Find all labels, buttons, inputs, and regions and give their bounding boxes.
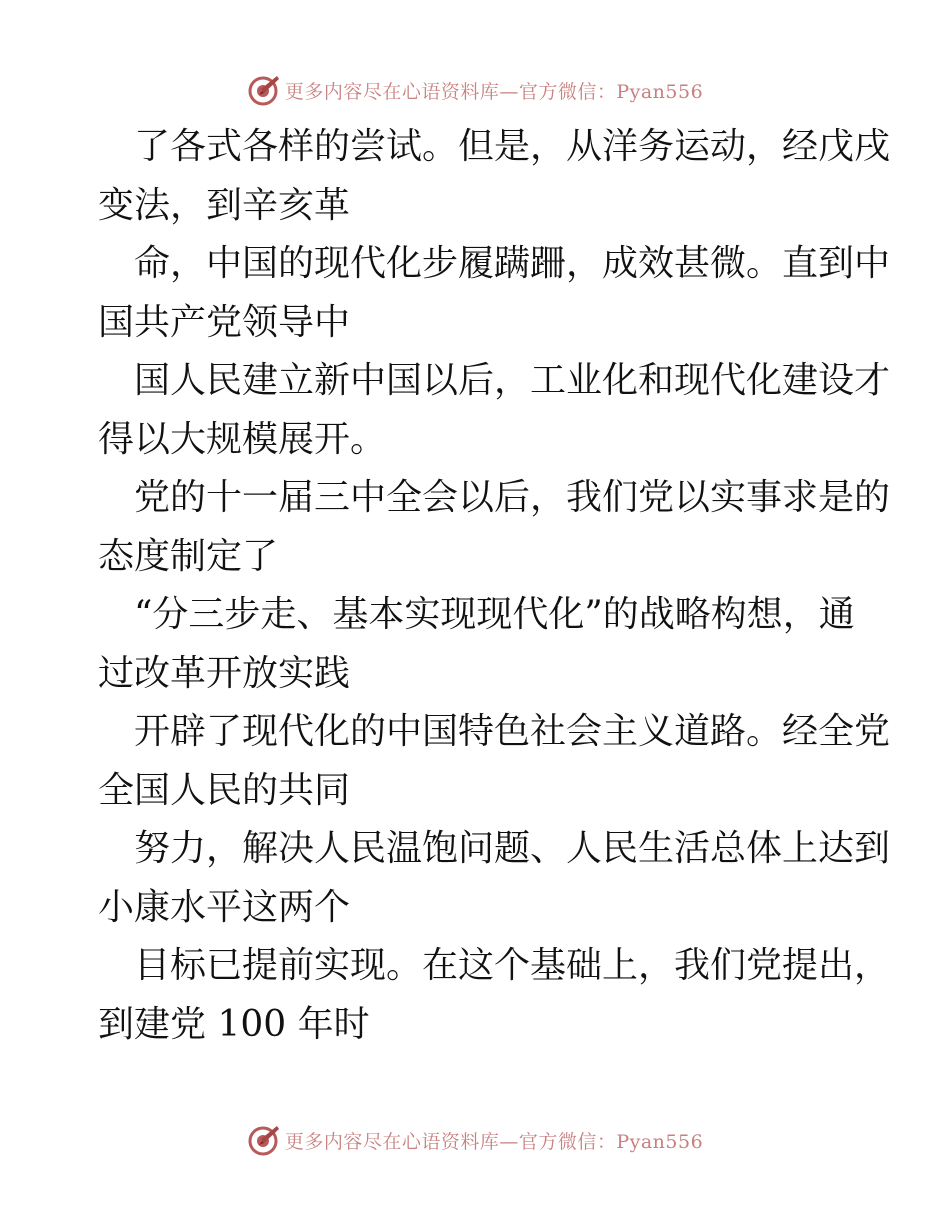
text-line-7: 党的十一届三中全会以后，我们党以实事求是的 [134, 477, 891, 518]
text-line-16: 到建党 100 年时 [98, 1003, 370, 1045]
text-line-15: 目标已提前实现。在这个基础上，我们党提出， [134, 945, 891, 986]
pen-circle-logo-icon [247, 73, 281, 107]
text-line-9: “分三步走、基本实现现代化”的战略构想，通 [134, 594, 855, 635]
footer-watermark [0, 1120, 950, 1160]
text-line-2: 变法，到辛亥革 [98, 184, 351, 226]
text-line-12: 全国人民的共同 [98, 769, 351, 811]
text-line-14: 小康水平这两个 [98, 886, 351, 928]
text-line-10: 过改革开放实践 [98, 652, 351, 694]
text-line-4: 国共产党领导中 [98, 301, 351, 343]
text-line-6: 得以大规模展开。 [98, 418, 387, 460]
text-line-1: 了各式各样的尝试。但是，从洋务运动，经戊戌 [134, 126, 891, 167]
header-watermark [0, 70, 950, 110]
text-line-3: 命，中国的现代化步履蹒跚，成效甚微。直到中 [134, 243, 891, 284]
watermark-text: 更多内容尽在心语资料库—官方微信：Pyan556 [284, 80, 704, 103]
pen-circle-logo-icon [247, 1123, 281, 1157]
text-line-8: 态度制定了 [98, 535, 279, 577]
text-line-5: 国人民建立新中国以后，工业化和现代化建设才 [134, 360, 891, 401]
text-line-13: 努力，解决人民温饱问题、人民生活总体上达到 [134, 828, 891, 869]
text-line-11: 开辟了现代化的中国特色社会主义道路。经全党 [134, 711, 891, 752]
watermark-text: 更多内容尽在心语资料库—官方微信：Pyan556 [284, 1130, 704, 1153]
document-body [98, 118, 891, 1054]
